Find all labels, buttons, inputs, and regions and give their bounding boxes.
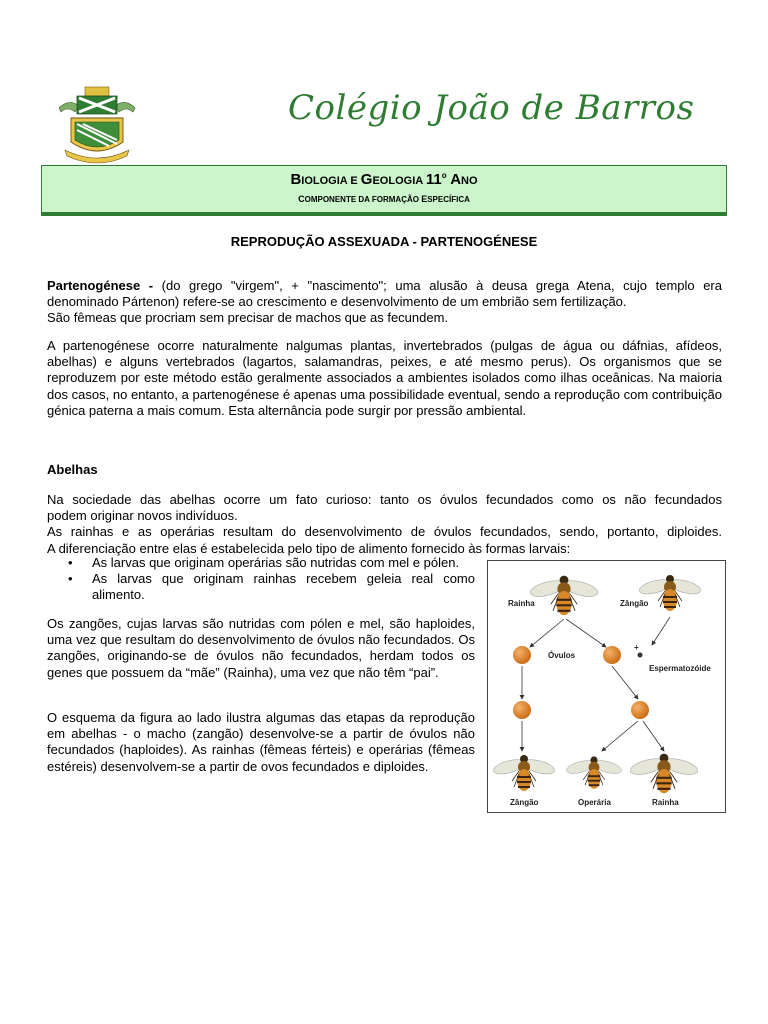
label-queen-bottom: Rainha bbox=[652, 798, 679, 807]
list-item: • As larvas que originam rainhas recebem geleia real como alimento. bbox=[64, 571, 475, 603]
paragraph-occurrence: A partenogénese ocorre naturalmente nalgumas plantas, invertebrados (pulgas de água ou dáfnias, afídeos, abelhas) e alguns vertebrados (lagartos, salamandras, peixes, e até mesmo perus). Os organismos que se reproduzem por este método estão geralmente associados a ambientes isolados como ilhas oceânicas. Na maioria dos casos, no entanto, a partenogénese é apenas uma possibilidade eventual, sendo a reprodução com contribuição génica paterna a mais comum. Esta alternância pode surgir por pressão ambiental. bbox=[47, 338, 722, 418]
drones-paragraph: Os zangões, cujas larvas são nutridas com pólen e mel, são haploides, uma vez que resultam do desenvolvimento de óvulos não fecundados. Os zangões, originando-se de óvulos não fecundados, herdam todos os genes que possuem da “mãe” (Rainha), uma vez que não têm “pai”. bbox=[47, 616, 475, 680]
term-partenogenese: Partenogénese - bbox=[47, 278, 154, 293]
school-crest-logo bbox=[57, 84, 137, 166]
larvae-feeding-list bbox=[64, 555, 475, 604]
list-item: • As larvas que originam operárias são nutridas com mel e pólen. bbox=[64, 555, 475, 571]
unfertilized-egg bbox=[513, 701, 531, 719]
component-subtitle: COMPONENTE DA FORMAÇÃO ESPECÍFICA bbox=[298, 194, 470, 204]
label-drone-top: Zângão bbox=[620, 599, 649, 608]
bees-intro-paragraph: Na sociedade das abelhas ocorre um fato curioso: tanto os óvulos fecundados como os não fecundados podem originar novos indivíduos. As rainhas e as operárias resultam do desenvolvimento de óvulos fecundados, sendo, portanto, diploides. A diferenciação entre elas é estabelecida pelo tipo de alimento fornecido às formas larvais: bbox=[47, 492, 722, 556]
section-heading-abelhas: Abelhas bbox=[47, 462, 98, 477]
document-title: REPRODUÇÃO ASSEXUADA - PARTENOGÉNESE bbox=[230, 234, 538, 249]
queen-bee-bottom-icon bbox=[629, 754, 700, 794]
drone-bee-bottom-icon bbox=[492, 755, 556, 791]
subject-header-box bbox=[41, 165, 727, 213]
label-queen-top: Rainha bbox=[508, 599, 535, 608]
label-plus: + bbox=[634, 643, 639, 652]
queen-bee-top-icon bbox=[529, 576, 600, 616]
ovule-egg-right bbox=[603, 646, 621, 664]
fertilized-egg bbox=[631, 701, 649, 719]
intro-paragraph: Partenogénese - (do grego "virgem", + "nascimento"; uma alusão à deusa grega Atena, cujo templo era denominado Pártenon) refere-se ao crescimento e desenvolvimento de um embrião sem fertilização. São fêmeas que procriam sem precisar de machos que as fecundem. bbox=[47, 278, 722, 326]
bee-reproduction-diagram bbox=[487, 560, 726, 813]
worker-bee-bottom-icon bbox=[565, 756, 623, 788]
label-ovules: Óvulos bbox=[548, 651, 576, 660]
label-drone-bottom: Zângão bbox=[510, 798, 539, 807]
label-worker-bottom: Operária bbox=[578, 798, 611, 807]
school-name: Colégio João de Barros bbox=[288, 88, 695, 128]
ovule-egg-left bbox=[513, 646, 531, 664]
sperm-dot bbox=[638, 653, 643, 658]
subject-title: BIOLOGIA E GEOLOGIA 11$^o$ ANO bbox=[290, 171, 478, 188]
scheme-paragraph: O esquema da figura ao lado ilustra algumas das etapas da reprodução em abelhas - o macho (zangão) desenvolve-se a partir de óvulos não fecundados (haploides). As rainhas (fêmeas férteis) e operárias (fêmeas estéreis) desenvolvem-se a partir de ovos fecundados e diploides. bbox=[47, 710, 475, 774]
label-sperm: Espermatozóide bbox=[649, 664, 711, 673]
